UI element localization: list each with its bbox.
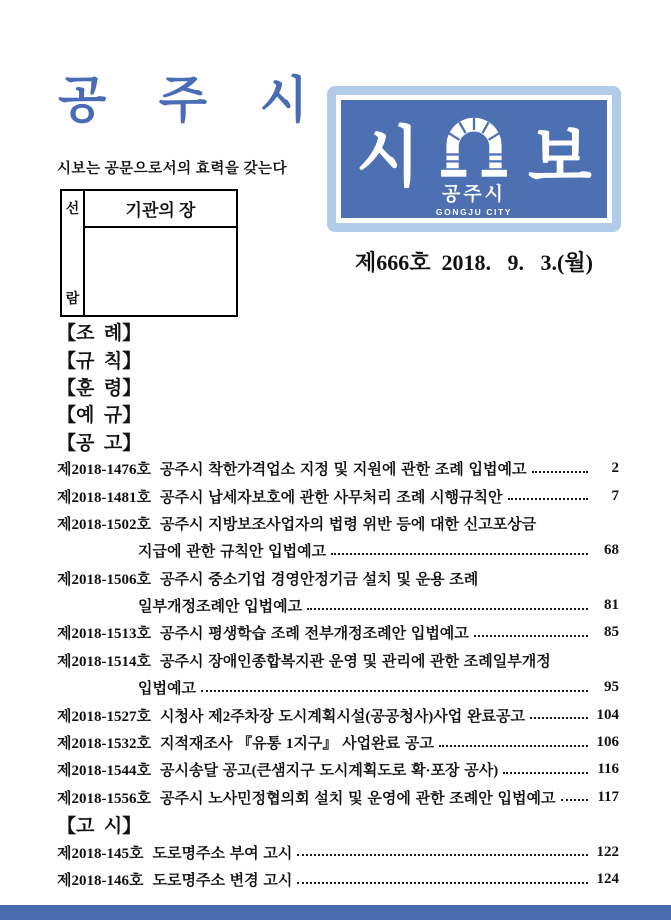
toc-entry-number: 제2018-1502호 [57, 516, 151, 533]
toc-entry [57, 756, 619, 783]
toc-entry-number: 제2018-1476호 [57, 462, 151, 479]
toc-section-header: 【고 시】 [57, 816, 142, 838]
toc-entry-continuation [57, 592, 619, 619]
dotted-leader [561, 799, 589, 801]
toc-entry-title: 공주시 착한가격업소 지정 및 지원에 관한 조례 입법예고 [159, 462, 527, 479]
approval-side-label-bottom: 람 [65, 292, 80, 307]
toc-entry-number: 제2018-1527호 [57, 708, 151, 725]
toc-entry [57, 482, 619, 509]
toc-entry-title: 지급에 관한 규칙안 입법예고 [138, 544, 327, 561]
sibo-logo-inner [341, 100, 607, 218]
toc-entry-number: 제2018-146호 [57, 873, 144, 889]
toc-entry-title: 공주시 장애인종합복지관 운영 및 관리에 관한 조례일부개정 [159, 653, 551, 670]
sibo-left-char: 시 [356, 120, 420, 194]
city-title: 공 주 시 [58, 72, 309, 128]
toc-section-header: 【예 규】 [57, 405, 142, 427]
toc-entry-number: 제2018-1481호 [57, 489, 151, 506]
toc-entry-number: 제2018-1532호 [57, 736, 151, 753]
toc-entry-title: 공주시 지방보조사업자의 법령 위반 등에 대한 신고포상금 [159, 516, 537, 533]
toc-section-header: 【훈 령】 [57, 377, 142, 399]
toc-entry [57, 701, 619, 728]
toc-entry [57, 619, 619, 646]
dotted-leader [532, 471, 588, 473]
dotted-leader [474, 635, 588, 637]
toc-entry-number: 제2018-1513호 [57, 626, 151, 643]
dotted-leader [297, 854, 588, 856]
toc-entry-page: 122 [596, 843, 619, 860]
toc-section-header: 【공 고】 [57, 432, 142, 454]
dotted-leader [307, 608, 588, 610]
dotted-leader [297, 882, 588, 884]
toc-entry-title: 도로명주소 부여 고시 [152, 845, 293, 862]
toc-entry [57, 565, 619, 592]
city-emblem [434, 107, 514, 217]
toc-entry-title: 시청사 제2주차장 도시계획시설(공공청사)사업 완료공고 [159, 708, 525, 725]
dotted-leader [201, 690, 588, 692]
toc-entry-number: 제2018-1544호 [57, 763, 151, 780]
toc-entry-page: 81 [604, 597, 619, 614]
toc-section-header: 【규 칙】 [57, 350, 142, 372]
toc-entry-number: 제2018-1506호 [57, 571, 151, 588]
dotted-leader [331, 553, 588, 555]
toc-entry-number: 제2018-145호 [57, 845, 144, 862]
toc-section-header: 【조 례】 [57, 323, 142, 345]
toc-entry [57, 838, 619, 865]
footer-accent-bar [0, 905, 671, 920]
toc-list [57, 318, 619, 893]
logo-org-korean: 공주시 [441, 184, 507, 206]
toc-entry-title: 공주시 평생학습 조례 전부개정조례안 입법예고 [159, 626, 469, 643]
toc-entry [57, 729, 619, 756]
issue-number-date: 제666호 2018. 9. 3.(월) [355, 250, 593, 275]
dotted-leader [439, 745, 588, 747]
toc-entry-continuation [57, 674, 619, 701]
toc-entry [57, 866, 619, 893]
toc-entry-title: 지적재조사 『유통 1지구』 사업완료 공고 [159, 736, 434, 753]
toc-entry-title: 일부개정조례안 입법예고 [138, 599, 303, 616]
toc-entry-page: 7 [611, 487, 619, 504]
toc-entry-page: 124 [596, 871, 619, 887]
stone-arch-gate-icon [434, 107, 514, 184]
approval-header: 기관의 장 [85, 191, 236, 228]
toc-entry-page: 68 [604, 542, 619, 559]
toc-entry-page: 95 [604, 679, 619, 696]
toc-entry [57, 455, 619, 482]
sibo-logo-box [327, 86, 621, 232]
toc-entry-page: 85 [604, 624, 619, 641]
approval-main-column [85, 191, 236, 315]
toc-entry-page: 116 [597, 761, 619, 778]
sibo-right-char: 보 [528, 120, 592, 194]
toc-entry-page: 117 [597, 788, 619, 805]
toc-entry-page: 106 [596, 734, 619, 751]
logo-org-english: GONGJU CITY [435, 206, 513, 217]
approval-side-label-top: 선 [65, 202, 80, 217]
toc-entry [57, 510, 619, 537]
gazette-tagline: 시보는 공문으로서의 효력을 갖는다 [57, 161, 287, 177]
toc-entry-continuation [57, 537, 619, 564]
approval-signature-area [85, 228, 236, 315]
toc-entry-page: 2 [611, 460, 619, 477]
toc-entry-page: 104 [596, 706, 619, 723]
toc-entry-title: 공주시 납세자보호에 관한 사무처리 조례 시행규칙안 [159, 489, 503, 506]
dotted-leader [508, 498, 588, 500]
toc-entry [57, 784, 619, 811]
toc-entry-title: 도로명주소 변경 고시 [152, 873, 293, 889]
approval-stamp-table [60, 189, 238, 317]
toc-entry-number: 제2018-1514호 [57, 653, 151, 670]
toc-entry-title: 공시송달 공고(큰샘지구 도시계획도로 확·포장 공사) [159, 763, 499, 780]
dotted-leader [503, 772, 588, 774]
toc-entry-title: 공주시 중소기업 경영안정기금 설치 및 운용 조례 [159, 571, 479, 588]
toc-entry-title: 공주시 노사민정협의회 설치 및 운영에 관한 조례안 입법예고 [159, 790, 556, 807]
approval-side-column [62, 191, 85, 315]
toc-entry-number: 제2018-1556호 [57, 790, 151, 807]
toc-entry [57, 647, 619, 674]
dotted-leader [530, 717, 588, 719]
toc-entry-title: 입법예고 [138, 681, 196, 698]
